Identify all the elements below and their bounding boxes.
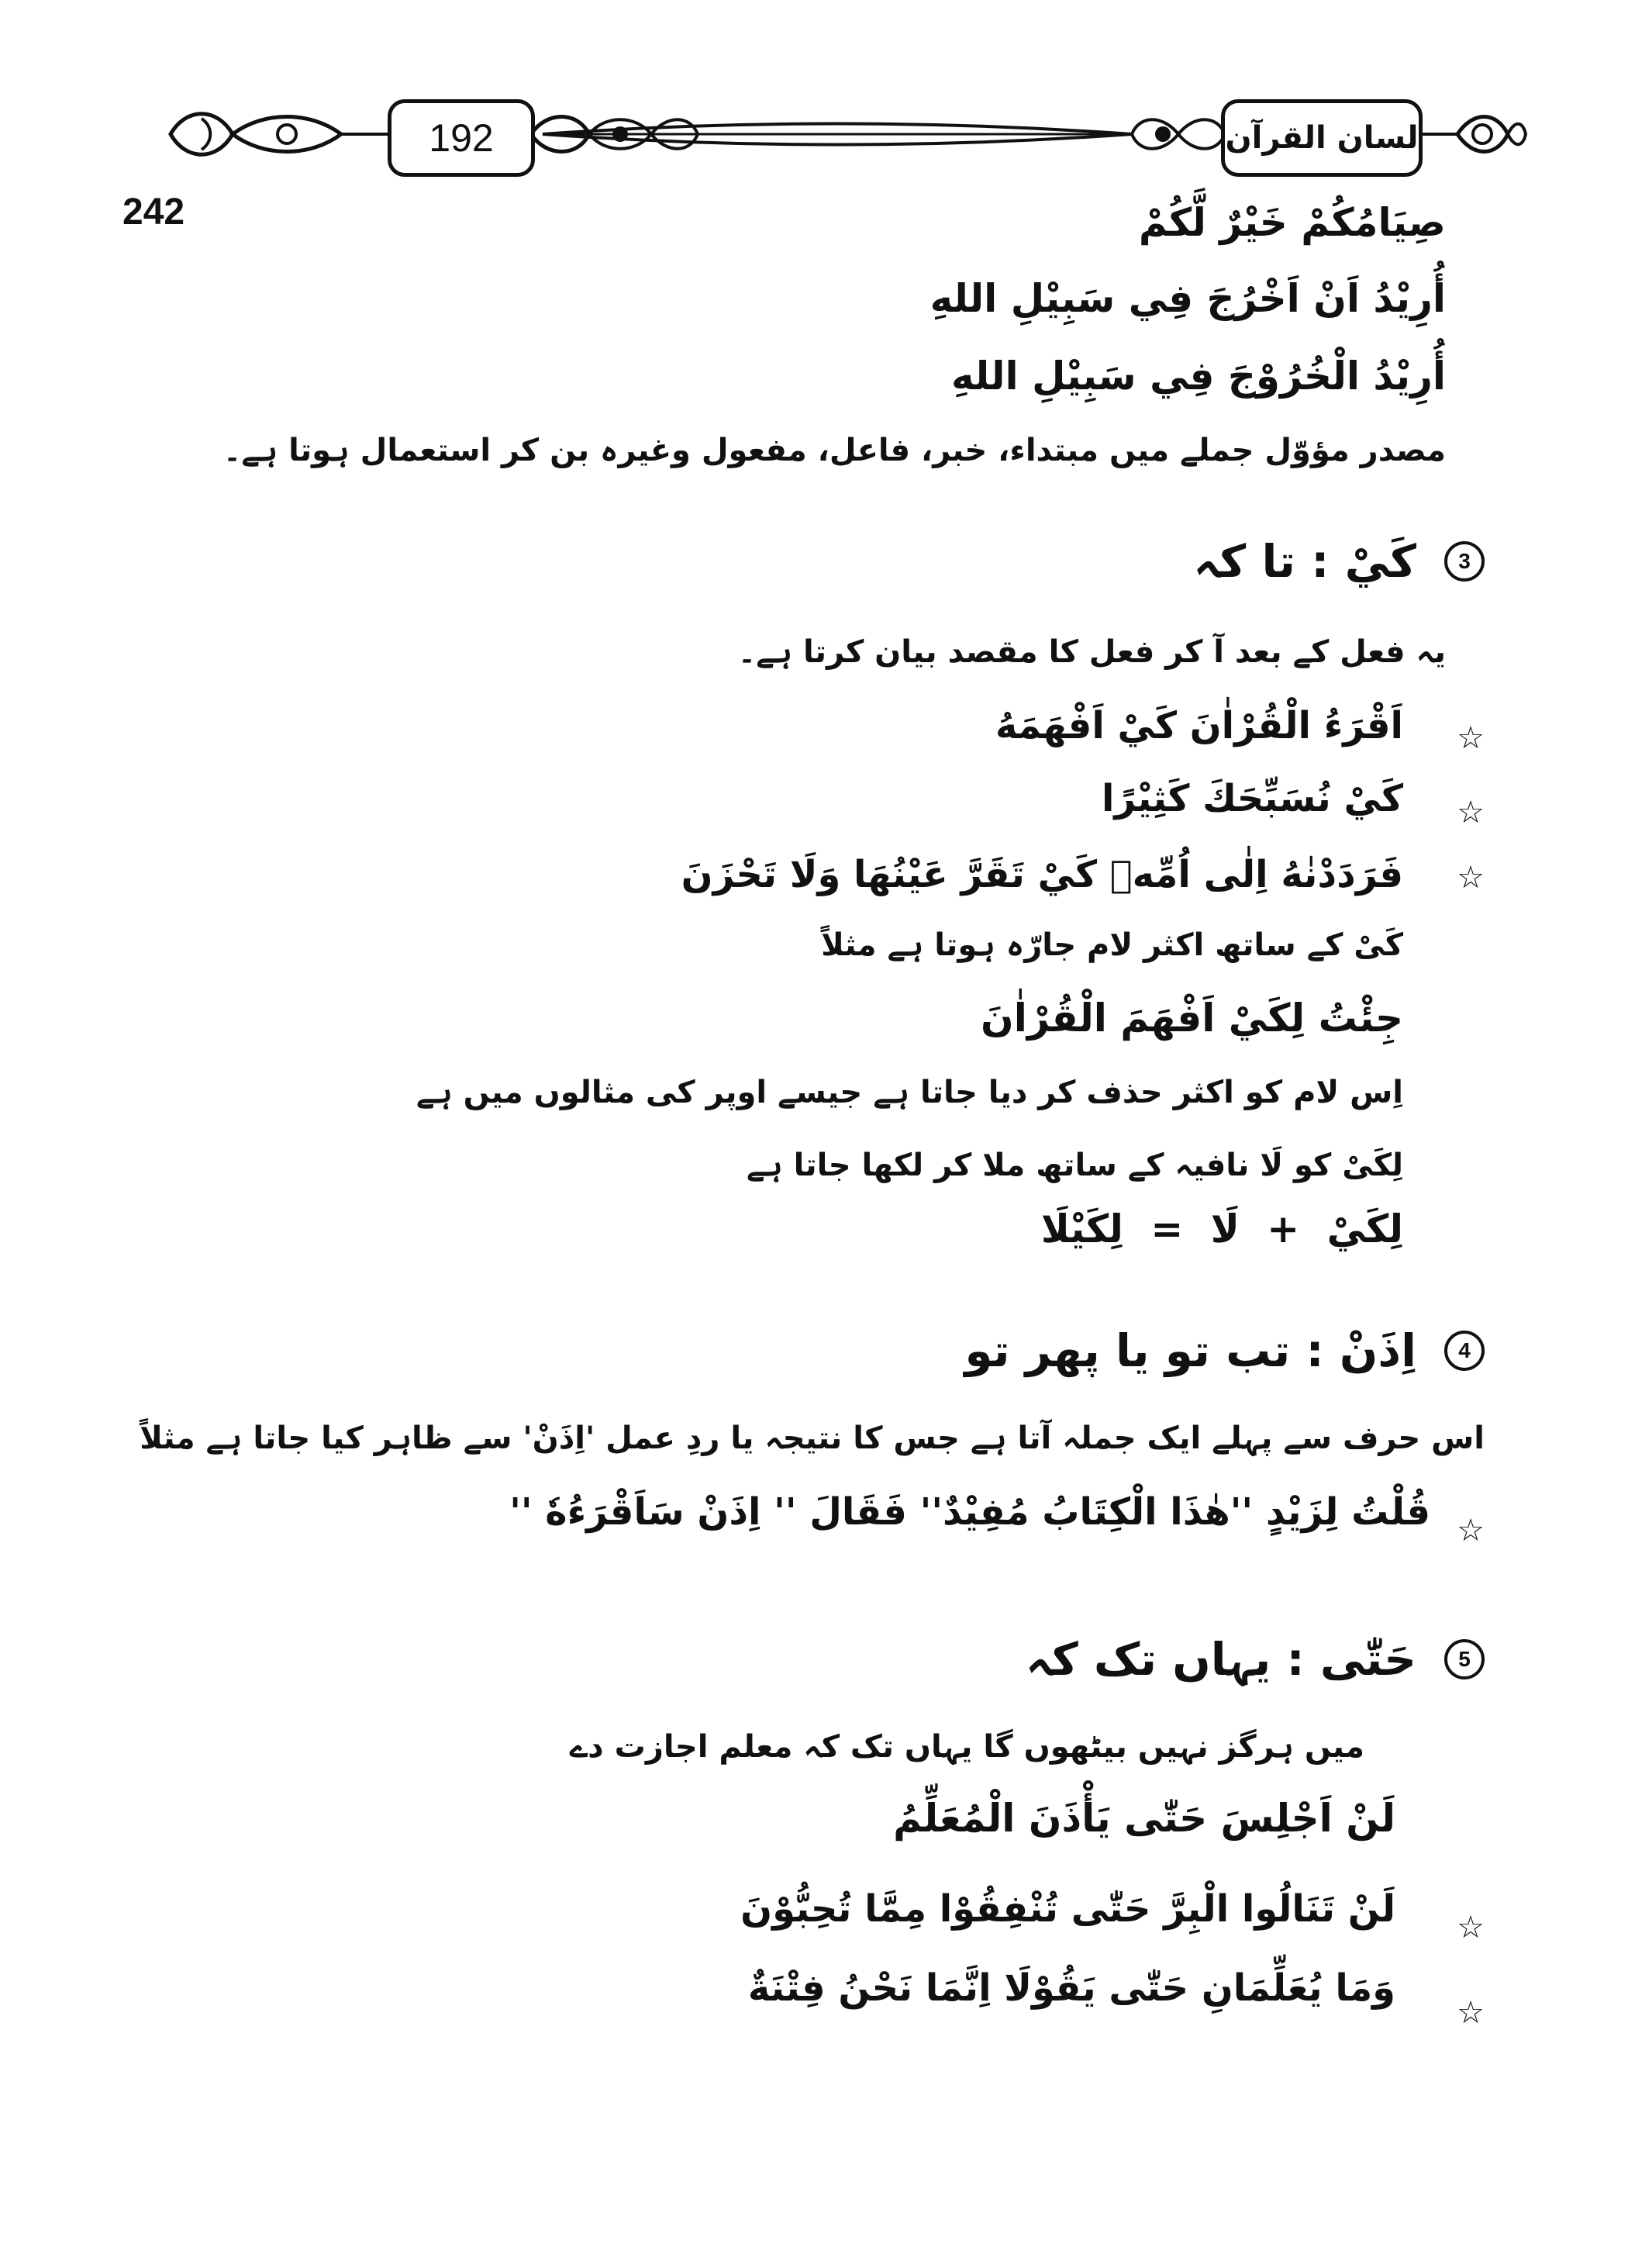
section-3-note-5: لِكَيْ + لَا = لِكَيْلَا (1040, 1206, 1403, 1251)
book-title: لسان القرآن (1221, 99, 1423, 177)
section-4-number: 4 (1444, 1331, 1485, 1371)
star-bullet-icon: ☆ (1457, 1513, 1485, 1548)
page-header (155, 91, 1527, 177)
intro-urdu-note: مصدر مؤوّل جملے میں مبتداء، خبر، فاعل، مفعول وغیرہ بن کر استعمال ہوتا ہے۔ (222, 433, 1446, 468)
star-bullet-icon: ☆ (1457, 1995, 1485, 2031)
section-5-example-2: وَمَا يُعَلِّمَانِ حَتّٰى يَقُوْلَا اِنَّمَا نَحْنُ فِتْنَةٌ (747, 1966, 1395, 2010)
section-3-note-4: لِکَیْ کو لَا نافیہ کے ساتھ ملا کر لکھا جاتا ہے (746, 1148, 1403, 1183)
intro-arabic-line-3: أُرِيْدُ الْخُرُوْجَ فِي سَبِيْلِ اللهِ (951, 354, 1446, 399)
section-3-example-1: اَقْرَءُ الْقُرْاٰنَ كَيْ اَفْهَمَهُ (995, 704, 1403, 747)
star-bullet-icon: ☆ (1457, 860, 1485, 896)
section-5-heading (1026, 1633, 1485, 1686)
section-3-number: 3 (1444, 541, 1485, 582)
section-4-explanation: اس حرف سے پہلے ایک جملہ آتا ہے جس کا نتیجہ یا ردِ عمل 'اِذَنْ' سے ظاہر کیا جاتا ہے مثلاً (140, 1421, 1485, 1456)
section-4-heading (964, 1324, 1485, 1377)
section-3-heading (1194, 535, 1485, 588)
section-5-example-1: لَنْ تَنَالُوا الْبِرَّ حَتّٰى تُنْفِقُوْا مِمَّا تُحِبُّوْنَ (740, 1887, 1395, 1931)
section-5-arabic: لَنْ اَجْلِسَ حَتّٰى يَأْذَنَ الْمُعَلِّمُ (893, 1796, 1395, 1841)
intro-arabic-line-2: أُرِيْدُ اَنْ اَخْرُجَ فِي سَبِيْلِ اللهِ (930, 276, 1446, 321)
section-5-title: حَتّٰى : یہاں تک کہ (1025, 1633, 1416, 1686)
intro-arabic-line-1: صِيَامُكُمْ خَيْرٌ لَّكُمْ (1138, 200, 1446, 245)
star-bullet-icon: ☆ (1457, 720, 1485, 756)
page-number: 192 (388, 99, 535, 177)
star-bullet-icon: ☆ (1457, 795, 1485, 830)
section-5-number: 5 (1444, 1639, 1485, 1679)
section-3-explanation: یہ فعل کے بعد آ کر فعل کا مقصد بیان کرتا ہے۔ (737, 634, 1446, 670)
section-5-explanation: میں ہرگز نہیں بیٹھوں گا یہاں تک کہ معلم اجازت دے (569, 1729, 1364, 1765)
corner-page-number: 242 (122, 192, 185, 233)
section-3-note-2: جِئْتُ لِكَيْ اَفْهَمَ الْقُرْاٰنَ (981, 996, 1403, 1041)
section-4-title: اِذَنْ : تب تو یا پھر تو (964, 1324, 1416, 1377)
star-bullet-icon: ☆ (1457, 1910, 1485, 1945)
section-3-note-1: کَیْ کے ساتھ اکثر لام جارّہ ہوتا ہے مثلاً (821, 927, 1403, 963)
section-3-example-3: فَرَدَدْنٰهُ اِلٰى اُمِّهٖ كَيْ تَقَرَّ عَيْنُهَا وَلَا تَحْزَنَ (681, 853, 1403, 896)
section-4-example-1: قُلْتُ لِزَيْدٍ ''هٰذَا الْكِتَابُ مُفِيْدٌ'' فَقَالَ '' اِذَنْ سَاَقْرَءُهٗ '' (509, 1490, 1430, 1534)
section-3-note-3: اِس لام کو اکثر حذف کر دیا جاتا ہے جیسے اوپر کی مثالوں میں ہے (416, 1075, 1403, 1110)
section-3-example-2: كَيْ نُسَبِّحَكَ كَثِيْرًا (1101, 777, 1403, 820)
section-3-title: كَيْ : تا کہ (1193, 535, 1416, 588)
